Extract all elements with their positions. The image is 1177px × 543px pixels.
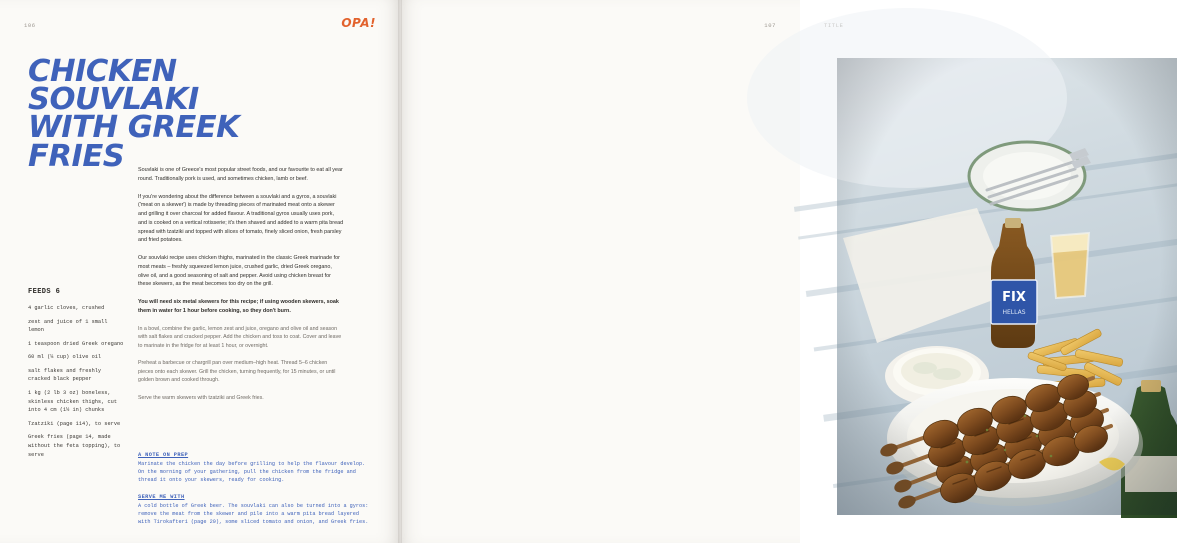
- folio-left: 106: [24, 22, 36, 29]
- method-step: Preheat a barbecue or chargrill pan over medium–high heat. Thread 5–6 chicken pieces onto each skewer. Grill the chicken, turning frequently, for 15 minutes, or until golden brown and cooked through.: [138, 360, 336, 384]
- intro-paragraph: If you're wondering about the difference between a souvlaki and a gyros, a souvlaki ('meat on a skewer') is made by threading pieces of marinated meat onto a skewer and grilling it over charcoal for added flavour. A traditional gyros usually uses pork, and is cooked on a vertical rotisserie; it's then shaved and added to a warm pita bread spread with tzatziki and topped with slices of tomato, finely sliced onion, fresh parsley and fried potatoes.: [138, 193, 344, 244]
- left-page: [0, 0, 400, 543]
- folio-right: 107: [764, 22, 776, 29]
- notes-block: [138, 452, 370, 535]
- intro-paragraph-bold: You will need six metal skewers for this recipe; if using wooden skewers, soak them in water for 1 hour before cooking, so they don't burn.: [138, 299, 339, 314]
- list-item: zest and juice of 1 small lemon: [28, 318, 108, 334]
- page-title: [28, 54, 334, 174]
- method-step: In a bowl, combine the garlic, lemon zest and juice, oregano and olive oil and season with salt flakes and cracked pepper. Add the chicken and toss to coat. Cover and leave to marinate in the fridge for at least 1 hour, or overnight.: [138, 325, 342, 349]
- intro-paragraph: Our souvlaki recipe uses chicken thighs, marinated in the classic Greek marinade for most meats – freshly squeezed lemon juice, crushed garlic, dried Greek oregano, olive oil, and a good seasoning of salt and pepper. Avoid using chicken breast for these skewers, as the meat becomes too dry on the grill.: [138, 255, 340, 288]
- ingredients-heading: FEEDS 6: [28, 288, 61, 296]
- list-item: 1 kg (2 lb 3 oz) boneless, skinless chicken thighs, cut into 4 cm (1½ in) chunks: [28, 390, 118, 414]
- ingredients-panel: [28, 288, 124, 464]
- method-steps: [138, 325, 344, 403]
- note-heading-prep: A NOTE ON PREP: [138, 452, 189, 458]
- book-gutter: [398, 0, 402, 543]
- page-title-line-2: WITH GREEK FRIES: [28, 110, 240, 174]
- list-item: 1 teaspoon dried Greek oregano: [28, 340, 124, 347]
- right-page: [400, 0, 800, 543]
- list-item: salt flakes and freshly cracked black pepper: [28, 367, 102, 383]
- recipe-photo: [837, 58, 1177, 515]
- list-item: 60 ml (¼ cup) olive oil: [28, 354, 102, 361]
- list-item: Greek fries (page 14, made without the feta topping), to serve: [28, 434, 121, 458]
- recipe-body: [138, 166, 344, 412]
- list-item: Tzatziki (page 114), to serve: [28, 420, 121, 427]
- ingredients-list: [28, 304, 124, 459]
- note-heading-serve: SERVE ME WITH: [138, 493, 185, 500]
- method-step: Serve the warm skewers with tzatziki and Greek fries.: [138, 394, 264, 401]
- note-body-prep: Marinate the chicken the day before grilling to help the flavour develop. On the morning of your gathering, pull the chicken from the fridge and thread it onto your skewers, ready for cooking.: [138, 461, 366, 484]
- page-title-line-1: CHICKEN SOUVLAKI: [28, 54, 199, 118]
- intro-paragraph: Souvlaki is one of Greece's most popular street foods, and our favourite to eat all year round. Traditionally pork is used, and sometimes chicken, lamb or beef.: [138, 167, 343, 182]
- list-item: 4 garlic cloves, crushed: [28, 305, 105, 311]
- note-body-serve: A cold bottle of Greek beer. The souvlaki can also be turned into a gyros: remove the meat from the skewer and pile into a warm pita bread layered with Tirokafteri (page 20), some sliced tomato and onion, and Greek fries.: [138, 502, 369, 526]
- brand-mark: OPA!: [341, 16, 376, 30]
